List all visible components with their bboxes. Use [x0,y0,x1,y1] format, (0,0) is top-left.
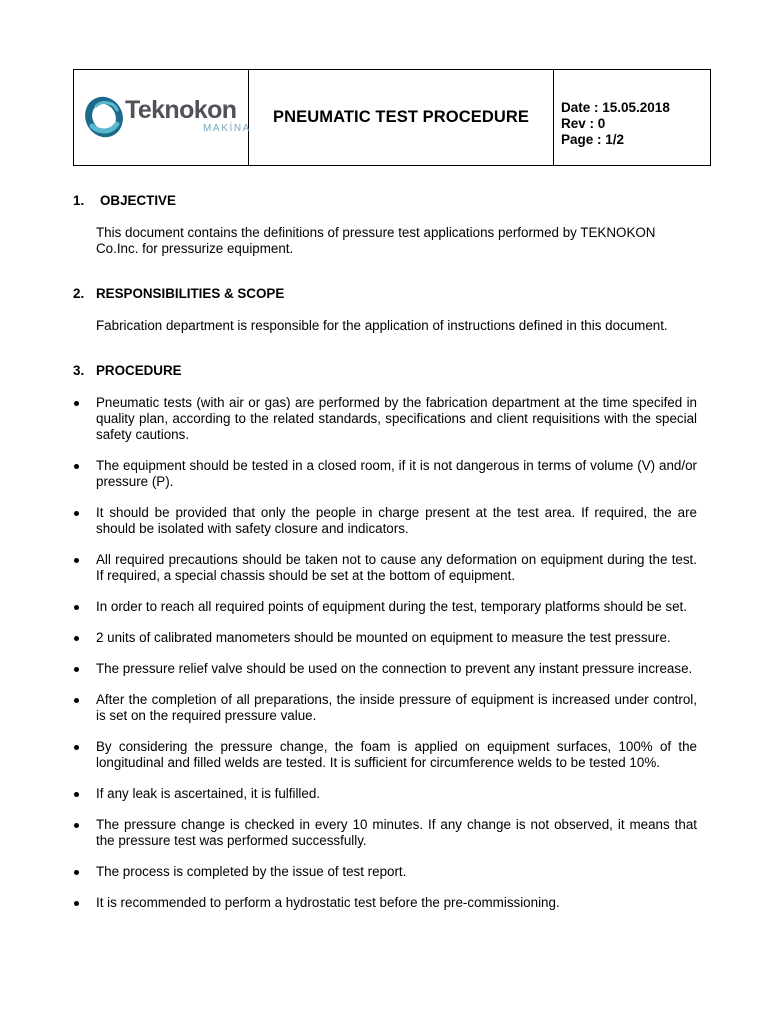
document-body [73,193,697,926]
list-item: All required precautions should be taken not to cause any deformation on equipment during the test. If required, a special chassis should be set at the bottom of equipment. [73,552,697,584]
section-title: PROCEDURE [96,363,182,378]
document-date: Date : 15.05.2018 [561,100,670,115]
section-title: RESPONSIBILITIES & SCOPE [96,286,285,301]
list-item: If any leak is ascertained, it is fulfilled. [73,786,697,802]
bullet-icon [73,395,96,443]
list-item: Pneumatic tests (with air or gas) are performed by the fabrication department at the time specifed in quality plan, according to the related standards, specifications and client requisitions with the special safety cautions. [73,395,697,443]
section-heading-procedure [73,363,697,379]
bullet-icon [73,786,96,802]
brand-name: Teknokon [125,96,237,124]
bullet-icon [73,599,96,615]
bullet-icon [73,739,96,771]
list-item: The pressure change is checked in every 10 minutes. If any change is not observed, it means that the pressure test was performed successfully. [73,817,697,849]
bullet-icon [73,661,96,677]
list-item: It should be provided that only the people in charge present at the test area. If required, the are should be isolated with safety closure and indicators. [73,505,697,537]
logo-cell [74,70,249,165]
document-page: Page : 1/2 [561,132,625,147]
bullet-icon [73,458,96,490]
section-text-objective: This document contains the definitions of pressure test applications performed by TEKNOKON Co.Inc. for pressurize equipment. [96,225,656,256]
section-number: 3. [73,363,85,378]
section-number: 1. [73,193,85,208]
section-heading-responsibilities [73,286,697,302]
list-item: The pressure relief valve should be used on the connection to prevent any instant pressure increase. [73,661,697,677]
section-title: OBJECTIVE [100,193,176,208]
bullet-icon [73,895,96,911]
bullet-icon [73,864,96,880]
section-number: 2. [73,286,85,301]
brand-subtitle: MAKİNA [203,123,251,134]
bullet-icon [73,630,96,646]
list-item: 2 units of calibrated manometers should be mounted on equipment to measure the test pressure. [73,630,697,646]
list-item: After the completion of all preparations, the inside pressure of equipment is increased under control, is set on the required pressure value. [73,692,697,724]
document-header [73,69,711,166]
document-revision: Rev : 0 [561,116,606,131]
bullet-icon [73,692,96,724]
list-item: It is recommended to perform a hydrostatic test before the pre-commissioning. [73,895,697,911]
document-meta [554,70,710,165]
bullet-icon [73,552,96,584]
teknokon-logo-icon [84,96,124,138]
list-item: The equipment should be tested in a closed room, if it is not dangerous in terms of volume (V) and/or pressure (P). [73,458,697,490]
procedure-list [73,395,697,911]
document-title: PNEUMATIC TEST PROCEDURE [249,70,554,165]
section-heading-objective [73,193,697,209]
bullet-icon [73,505,96,537]
bullet-icon [73,817,96,849]
list-item: In order to reach all required points of equipment during the test, temporary platforms should be set. [73,599,697,615]
list-item: The process is completed by the issue of test report. [73,864,697,880]
section-text-responsibilities: Fabrication department is responsible for the application of instructions defined in this document. [96,318,668,333]
list-item: By considering the pressure change, the foam is applied on equipment surfaces, 100% of the longitudinal and filled welds are tested. It is sufficient for circumference welds to be tested 10%. [73,739,697,771]
